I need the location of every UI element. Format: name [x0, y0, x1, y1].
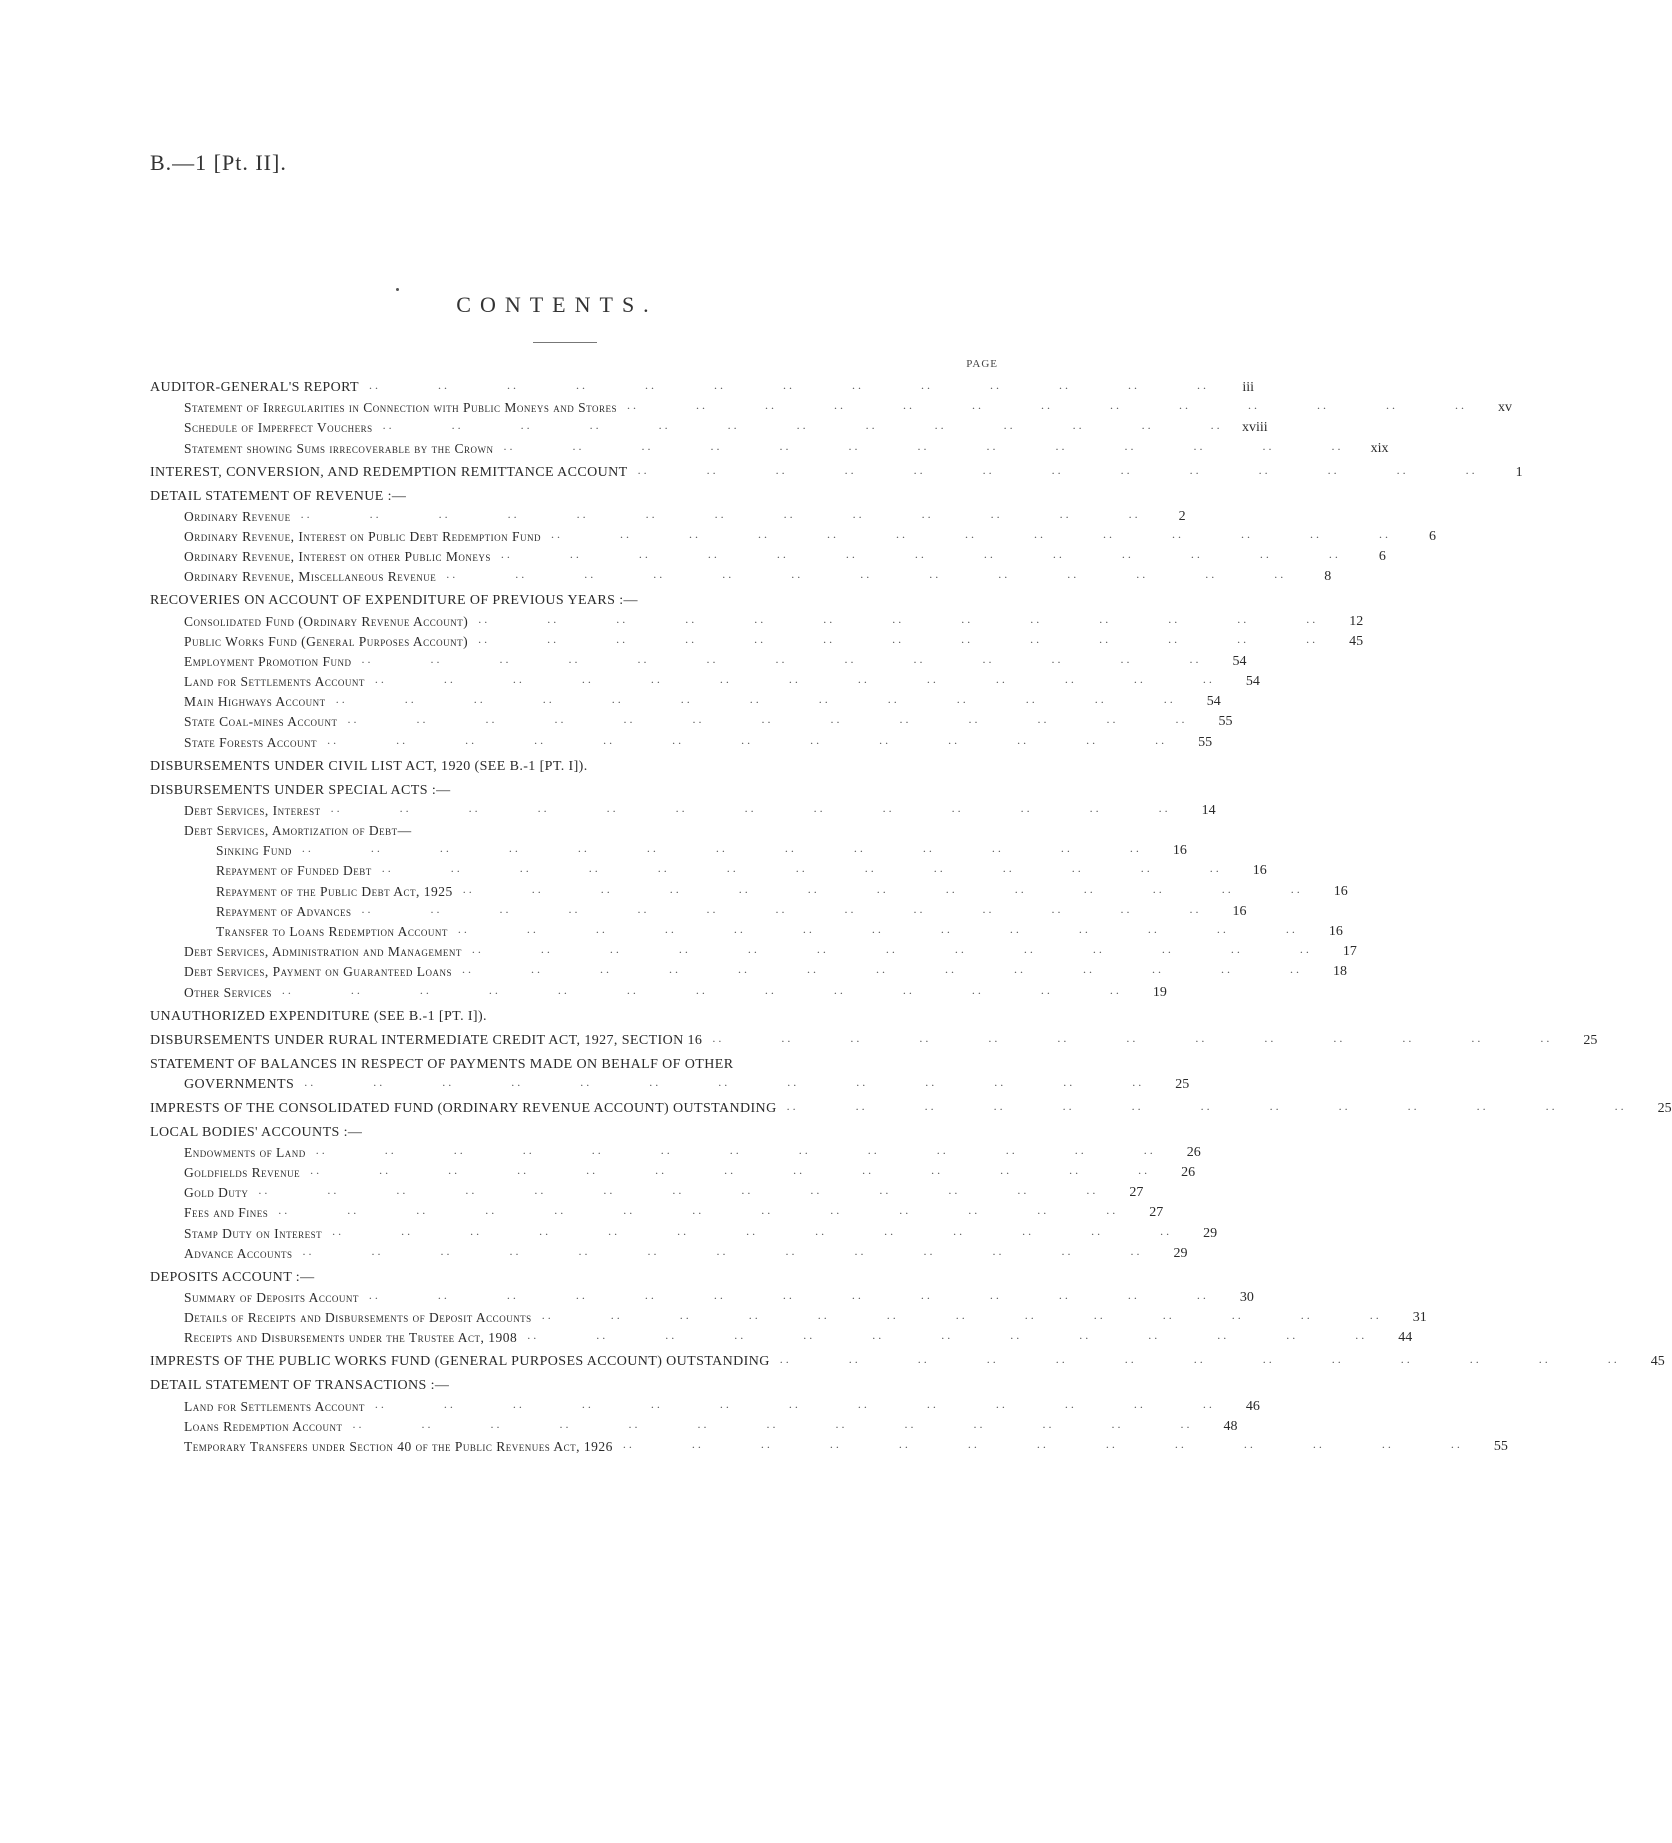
toc-entry-title: Loans Redemption Account	[184, 1418, 343, 1434]
toc-entry	[150, 372, 1254, 396]
document-reference: B.—1 [Pt. II].	[150, 150, 287, 175]
page-title: CONTENTS.	[456, 292, 658, 317]
dot-leader	[504, 439, 1341, 454]
toc-entry-page: 6	[1378, 549, 1386, 565]
toc-entry-title: Debt Services, Interest	[184, 802, 321, 818]
dot-leader	[331, 801, 1168, 816]
dot-leader	[310, 1163, 1147, 1178]
dot-leader	[446, 567, 1283, 582]
toc-entry-title: GOVERNMENTS	[184, 1076, 295, 1092]
toc-entry	[150, 585, 998, 609]
toc-entry-title: IMPRESTS OF THE PUBLIC WORKS FUND (GENERAL PURPOSES ACCOUNT) OUTSTANDING	[150, 1354, 770, 1370]
toc-entry-title: IMPRESTS OF THE CONSOLIDATED FUND (ORDINARY REVENUE ACCOUNT) OUTSTANDING	[150, 1100, 777, 1116]
toc-entry-page: 16	[1333, 883, 1348, 899]
toc-entry-title: Ordinary Revenue, Miscellaneous Revenue	[184, 569, 437, 585]
toc-entry	[150, 1394, 1260, 1414]
toc-entry-title: Employment Promotion Fund	[184, 653, 352, 669]
dot-leader	[623, 1437, 1460, 1452]
toc-entry-page: 8	[1324, 569, 1332, 585]
dot-leader	[787, 1099, 1624, 1114]
toc-entry-page: 29	[1173, 1245, 1188, 1261]
dot-leader	[336, 692, 1173, 707]
toc-entry	[150, 650, 1247, 670]
toc-entry	[150, 940, 1357, 960]
toc-entry-page: 31	[1412, 1310, 1427, 1326]
toc-entry-title: Temporary Transfers under Section 40 of the Public Revenues Act, 1926	[184, 1438, 613, 1454]
dot-leader	[348, 712, 1185, 727]
toc-entry-title: Debt Services, Payment on Guaranteed Loans	[184, 964, 452, 980]
toc-entry	[150, 1141, 1201, 1161]
toc-entry	[150, 710, 1233, 730]
toc-entry-page: 16	[1328, 923, 1343, 939]
dot-leader	[353, 1417, 1190, 1432]
toc-entry-title: UNAUTHORIZED EXPENDITURE (SEE B.-1 [PT. I]).	[150, 1008, 487, 1024]
toc-entry-title: State Coal-mines Account	[184, 714, 338, 730]
toc-entry-page: 16	[1252, 863, 1267, 879]
toc-entry	[150, 859, 1267, 879]
toc-entry	[150, 1093, 1672, 1117]
toc-entry-title: Debt Services, Administration and Management	[184, 944, 462, 960]
toc-entry	[150, 1262, 998, 1286]
toc-entry-title: AUDITOR-GENERAL'S REPORT	[150, 380, 359, 395]
toc-entry-title: Public Works Fund (General Purposes Account)	[184, 633, 469, 649]
toc-entry-title: Gold Duty	[184, 1185, 249, 1201]
toc-entry-page: 27	[1129, 1185, 1144, 1201]
toc-entry-title: Ordinary Revenue, Interest on Public Debt Redemption Fund	[184, 528, 542, 544]
toc-entry-title: Advance Accounts	[184, 1245, 293, 1261]
toc-entry-page: 18	[1332, 964, 1347, 980]
title-rule	[533, 342, 597, 343]
toc-entry	[150, 525, 1437, 545]
toc-entry-title: Goldfields Revenue	[184, 1165, 301, 1181]
toc-entry	[150, 1415, 1238, 1435]
dot-leader	[258, 1183, 1095, 1198]
toc-entry	[150, 1286, 1254, 1306]
toc-entry	[150, 920, 1343, 940]
toc-entry-title: DETAIL STATEMENT OF TRANSACTIONS :—	[150, 1378, 450, 1394]
toc-entry	[150, 1370, 998, 1394]
toc-entry-page: 12	[1349, 613, 1364, 629]
dot-leader	[304, 1075, 1141, 1090]
toc-entry-page: 26	[1181, 1165, 1196, 1181]
toc-entry	[150, 1201, 1164, 1221]
dot-leader	[712, 1031, 1549, 1046]
toc-entry-title: RECOVERIES ON ACCOUNT OF EXPENDITURE OF PREVIOUS YEARS :—	[150, 593, 638, 609]
toc-entry	[150, 396, 1512, 416]
dot-leader	[527, 1328, 1364, 1343]
dot-leader	[278, 1203, 1115, 1218]
toc-entry	[150, 1025, 1598, 1049]
toc-entry	[150, 1435, 1508, 1455]
toc-entry	[150, 609, 1364, 629]
toc-entry-title: Schedule of Imperfect Vouchers	[184, 420, 373, 436]
toc-entry-page: 54	[1206, 694, 1221, 710]
dot-leader	[332, 1224, 1169, 1239]
dot-leader	[302, 841, 1139, 856]
toc-entry-title: Endowments of Land	[184, 1144, 306, 1160]
toc-entry-title: DISBURSEMENTS UNDER CIVIL LIST ACT, 1920 (SEE B.-1 [PT. I]).	[150, 758, 588, 774]
page-column-heading: PAGE	[966, 358, 998, 370]
dot-leader	[463, 882, 1300, 897]
toc-entry	[150, 690, 1221, 710]
toc-entry	[150, 505, 1186, 525]
toc-entry-page: 44	[1398, 1330, 1413, 1346]
toc-entry-title: LOCAL BODIES' ACCOUNTS :—	[150, 1124, 363, 1140]
toc-entry-title: DISBURSEMENTS UNDER SPECIAL ACTS :—	[150, 782, 451, 798]
toc-entry-page: 17	[1342, 944, 1357, 960]
toc-entry	[150, 980, 1167, 1000]
toc-entry-title: DEPOSITS ACCOUNT :—	[150, 1269, 315, 1285]
toc-entry	[150, 481, 998, 505]
toc-entry-page: 27	[1149, 1205, 1164, 1221]
toc-entry-page: 46	[1245, 1398, 1260, 1414]
dot-leader	[369, 1288, 1206, 1303]
toc-entry-page: 16	[1172, 843, 1187, 859]
dot-leader	[542, 1308, 1379, 1323]
toc-entry-page: xv	[1498, 400, 1512, 416]
toc-entry	[150, 799, 1216, 819]
dot-leader	[780, 1352, 1617, 1367]
toc-entry-title: Ordinary Revenue, Interest on other Public Moneys	[184, 549, 491, 565]
dot-leader	[375, 672, 1212, 687]
toc-entry-title: Statement showing Sums irrecoverable by the Crown	[184, 440, 494, 456]
toc-entry	[150, 670, 1260, 690]
toc-entry-page: 48	[1223, 1418, 1238, 1434]
toc-entry	[150, 900, 1247, 920]
toc-entry-page: 19	[1152, 984, 1167, 1000]
toc-entry-page: 45	[1650, 1354, 1665, 1370]
dot-leader	[369, 378, 1206, 393]
toc-entry-page: 25	[1583, 1032, 1598, 1048]
toc-entry	[150, 436, 1389, 456]
toc-entry-title: Ordinary Revenue	[184, 508, 291, 524]
toc-entry-page: iii	[1242, 380, 1254, 395]
dot-leader	[361, 902, 1198, 917]
dot-leader	[501, 547, 1338, 562]
toc-entry-title: Summary of Deposits Account	[184, 1290, 359, 1305]
toc-entry-title: Statement of Irregularities in Connection with Public Moneys and Stores	[184, 400, 617, 416]
dot-leader	[472, 942, 1309, 957]
toc-entry-page: 30	[1239, 1290, 1254, 1305]
toc-entry	[150, 457, 1523, 481]
dot-leader	[383, 418, 1220, 433]
toc-entry-title: Receipts and Disbursements under the Trustee Act, 1908	[184, 1330, 518, 1346]
toc-entry-page: xviii	[1241, 420, 1268, 436]
dot-leader	[638, 463, 1475, 478]
toc-entry-title: Transfer to Loans Redemption Account	[216, 923, 448, 939]
toc-entry-title: Sinking Fund	[216, 843, 292, 859]
dot-leader	[478, 612, 1315, 627]
toc-entry-page: 55	[1218, 714, 1233, 730]
toc-entry-page: 29	[1203, 1225, 1218, 1241]
toc-entry	[150, 1326, 1413, 1346]
toc-entry-title: INTEREST, CONVERSION, AND REDEMPTION REMITTANCE ACCOUNT	[150, 464, 628, 480]
toc-entry-title: DETAIL STATEMENT OF REVENUE :—	[150, 488, 407, 504]
toc-entry	[150, 819, 998, 839]
toc-entry	[150, 839, 1187, 859]
toc-entry-page: 25	[1175, 1076, 1190, 1092]
toc-entry-page: 25	[1657, 1100, 1672, 1116]
dot-leader	[458, 922, 1295, 937]
toc-entry-title: Consolidated Fund (Ordinary Revenue Account)	[184, 613, 469, 629]
toc-entry-title: Stamp Duty on Interest	[184, 1225, 323, 1241]
toc-entry-title: Land for Settlements Account	[184, 674, 365, 690]
print-speck	[396, 288, 399, 291]
dot-leader	[316, 1143, 1153, 1158]
toc-entry-page: 55	[1198, 734, 1213, 750]
toc-entry	[150, 960, 1347, 980]
toc-entry-title: Repayment of the Public Debt Act, 1925	[216, 883, 453, 899]
toc-entry-page: 6	[1429, 528, 1437, 544]
dot-leader	[362, 652, 1199, 667]
toc-entry-page: 1	[1515, 464, 1523, 480]
toc-entry-page: 26	[1186, 1144, 1201, 1160]
toc-entry-title: Debt Services, Amortization of Debt—	[184, 823, 412, 838]
toc-entry-title: Details of Receipts and Disbursements of Deposit Accounts	[184, 1310, 532, 1326]
toc-entry	[150, 1073, 1190, 1093]
toc-entry	[150, 1221, 1218, 1241]
toc-entry	[150, 565, 1332, 585]
toc-entry-page: 55	[1493, 1438, 1508, 1454]
dot-leader	[382, 861, 1219, 876]
toc-entry	[150, 1161, 1196, 1181]
toc-entry-page: 45	[1349, 633, 1364, 649]
dot-leader	[375, 1397, 1212, 1412]
toc-entry-page: 14	[1201, 802, 1216, 818]
toc-entry-title: Other Services	[184, 984, 272, 1000]
toc-entry-title: Repayment of Funded Debt	[216, 863, 372, 879]
toc-entry	[150, 730, 1213, 750]
toc-entry-page: xix	[1370, 440, 1389, 456]
toc-entry	[150, 1242, 1188, 1262]
dot-leader	[282, 983, 1119, 998]
toc-entry-title: Land for Settlements Account	[184, 1398, 365, 1414]
toc-entry	[150, 1306, 1427, 1326]
dot-leader	[627, 398, 1464, 413]
toc-entry-title: Fees and Fines	[184, 1205, 269, 1221]
toc-entry	[150, 1346, 1665, 1370]
dot-leader	[301, 507, 1138, 522]
toc-entry	[150, 775, 998, 799]
toc-entry-title: Repayment of Advances	[216, 903, 352, 919]
dot-leader	[478, 632, 1315, 647]
toc-entry	[150, 1117, 998, 1141]
toc-entry	[150, 545, 1386, 565]
toc-entry-page: 54	[1232, 653, 1247, 669]
table-of-contents	[150, 372, 1672, 1455]
toc-entry	[150, 630, 1364, 650]
dot-leader	[551, 527, 1388, 542]
dot-leader	[327, 733, 1164, 748]
toc-entry-page: 16	[1232, 903, 1247, 919]
toc-entry	[150, 416, 1268, 436]
toc-entry-title: Main Highways Account	[184, 694, 326, 710]
dot-leader	[302, 1244, 1139, 1259]
toc-entry	[150, 879, 1348, 899]
toc-entry	[150, 1049, 998, 1073]
toc-entry	[150, 751, 998, 775]
toc-entry-page: 2	[1178, 508, 1186, 524]
toc-entry-title: DISBURSEMENTS UNDER RURAL INTERMEDIATE CREDIT ACT, 1927, SECTION 16	[150, 1032, 703, 1048]
toc-entry-page: 54	[1245, 674, 1260, 690]
toc-entry	[150, 1181, 1144, 1201]
dot-leader	[462, 962, 1299, 977]
toc-entry-title: STATEMENT OF BALANCES IN RESPECT OF PAYMENTS MADE ON BEHALF OF OTHER	[150, 1056, 734, 1072]
toc-entry	[150, 1001, 998, 1025]
toc-entry-title: State Forests Account	[184, 734, 318, 750]
